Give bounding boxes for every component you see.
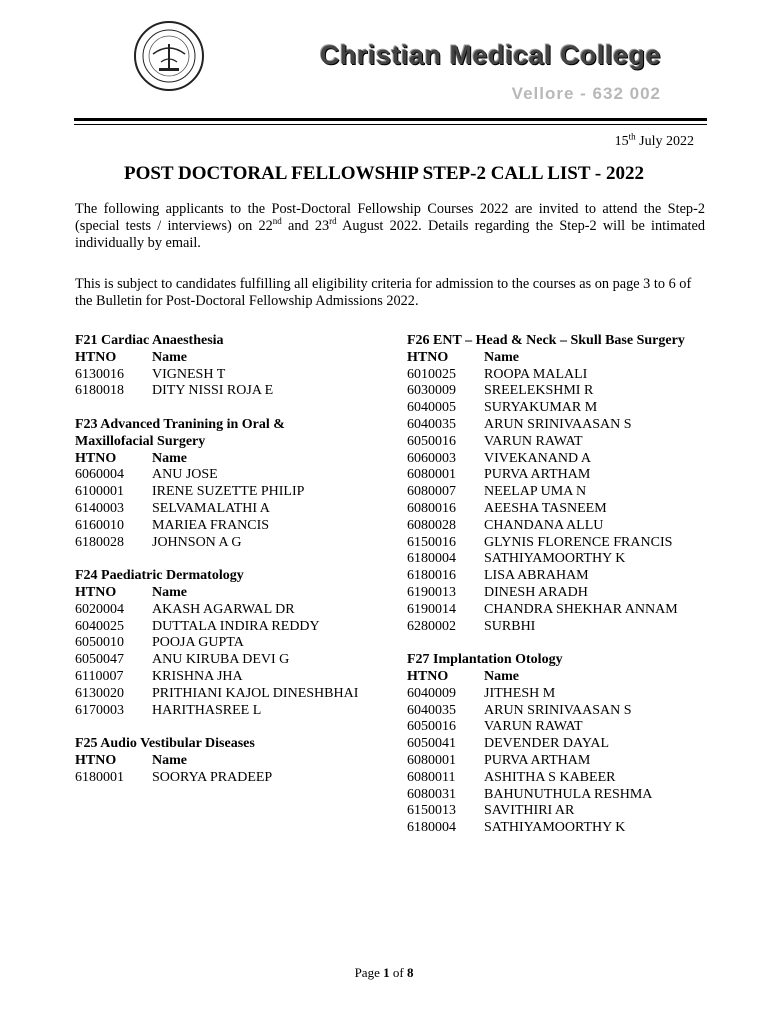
name-cell: SATHIYAMOORTHY K: [484, 820, 626, 836]
college-name: Christian Medical College: [319, 40, 661, 70]
name-header: Name: [152, 349, 187, 365]
table-row: [407, 686, 697, 703]
htno-cell: 6040009: [407, 685, 456, 701]
name-cell: VIVEKANAND A: [484, 450, 591, 466]
course-section: [75, 333, 365, 400]
table-row: [407, 484, 697, 501]
htno-cell: 6150016: [407, 534, 456, 550]
table-row: [407, 383, 697, 400]
name-header: Name: [152, 752, 187, 768]
table-row: [407, 451, 697, 468]
header-rule-thick: [74, 118, 707, 121]
name-cell: CHANDANA ALLU: [484, 517, 604, 533]
name-cell: JITHESH M: [484, 685, 556, 701]
table-row: [407, 518, 697, 535]
table-header: [75, 585, 365, 602]
name-cell: SREELEKSHMI R: [484, 383, 594, 399]
name-cell: PURVA ARTHAM: [484, 467, 591, 483]
htno-header: HTNO: [407, 668, 449, 684]
name-cell: DINESH ARADH: [484, 584, 588, 600]
name-cell: ASHITHA S KABEER: [484, 769, 616, 785]
table-row: [75, 770, 365, 787]
name-cell: JOHNSON A G: [152, 534, 242, 550]
eligibility-paragraph: This is subject to candidates fulfilling all eligibility criteria for admission to the courses as on page 3 to 6 of the Bulletin for Post-Doctoral Fellowship Admissions 2022.: [75, 276, 692, 309]
htno-cell: 6050016: [407, 433, 456, 449]
name-cell: MARIEA FRANCIS: [152, 517, 270, 533]
course-title: F23 Advanced Tranining in Oral & Maxillofacial Surgery: [75, 416, 285, 449]
table-row: [407, 770, 697, 787]
name-cell: VARUN RAWAT: [484, 719, 583, 735]
htno-cell: 6050016: [407, 719, 456, 735]
name-header: Name: [484, 668, 519, 684]
table-row: [407, 417, 697, 434]
htno-cell: 6040005: [407, 400, 456, 416]
table-row: [407, 703, 697, 720]
name-cell: BAHUNUTHULA RESHMA: [484, 786, 653, 802]
name-cell: DEVENDER DAYAL: [484, 736, 610, 752]
course-section: [75, 736, 365, 786]
course-section: [407, 333, 697, 635]
table-row: [75, 501, 365, 518]
right-column: [407, 333, 697, 854]
document-date: 15th July 2022: [614, 131, 694, 149]
table-row: [407, 501, 697, 518]
table-row: [75, 619, 365, 636]
htno-cell: 6040035: [407, 416, 456, 432]
htno-cell: 6180016: [407, 568, 456, 584]
table-row: [75, 652, 365, 669]
htno-header: HTNO: [407, 349, 449, 365]
name-cell: PRITHIANI KAJOL DINESHBHAI: [152, 685, 359, 701]
table-row: [407, 434, 697, 451]
htno-cell: 6110007: [75, 668, 124, 684]
table-row: [407, 568, 697, 585]
name-cell: DITY NISSI ROJA E: [152, 383, 274, 399]
htno-cell: 6190014: [407, 601, 456, 617]
name-cell: SATHIYAMOORTHY K: [484, 551, 626, 567]
name-cell: ROOPA MALALI: [484, 366, 588, 382]
name-cell: ANU JOSE: [152, 467, 218, 483]
htno-cell: 6280002: [407, 618, 456, 634]
course-section: [75, 417, 365, 551]
table-row: [407, 736, 697, 753]
htno-cell: 6140003: [75, 500, 124, 516]
htno-cell: 6010025: [407, 366, 456, 382]
name-cell: ARUN SRINIVAASAN S: [484, 416, 632, 432]
table-row: [75, 602, 365, 619]
htno-cell: 6020004: [75, 601, 124, 617]
htno-header: HTNO: [75, 752, 117, 768]
table-row: [407, 803, 697, 820]
htno-cell: 6170003: [75, 702, 124, 718]
table-row: [407, 820, 697, 837]
htno-cell: 6080028: [407, 517, 456, 533]
table-row: [407, 787, 697, 804]
name-cell: PURVA ARTHAM: [484, 752, 591, 768]
document-title: POST DOCTORAL FELLOWSHIP STEP-2 CALL LIST - 2022: [123, 163, 644, 184]
htno-cell: 6080007: [407, 484, 456, 500]
htno-cell: 6060004: [75, 467, 124, 483]
table-row: [407, 551, 697, 568]
htno-header: HTNO: [75, 584, 117, 600]
page-footer: Page 1 of 8: [354, 965, 414, 980]
name-cell: ARUN SRINIVAASAN S: [484, 702, 632, 718]
name-cell: DUTTALA INDIRA REDDY: [152, 618, 320, 634]
htno-cell: 6150013: [407, 803, 456, 819]
name-cell: KRISHNA JHA: [152, 668, 243, 684]
name-header: Name: [484, 349, 519, 365]
table-row: [75, 669, 365, 686]
table-row: [407, 467, 697, 484]
htno-cell: 6100001: [75, 484, 124, 500]
name-header: Name: [152, 450, 187, 466]
table-row: [75, 484, 365, 501]
table-row: [75, 703, 365, 720]
name-cell: HARITHASREE L: [152, 702, 262, 718]
htno-cell: 6080001: [407, 752, 456, 768]
table-row: [407, 367, 697, 384]
name-cell: POOJA GUPTA: [152, 635, 244, 651]
table-row: [407, 400, 697, 417]
htno-cell: 6080001: [407, 467, 456, 483]
name-cell: SELVAMALATHI A: [152, 500, 270, 516]
course-title: F26 ENT – Head & Neck – Skull Base Surgery: [407, 333, 685, 348]
htno-cell: 6080031: [407, 786, 456, 802]
college-seal-logo: [133, 20, 205, 92]
htno-cell: 6180004: [407, 820, 456, 836]
table-header: [75, 451, 365, 468]
intro-paragraph: The following applicants to the Post-Doctoral Fellowship Courses 2022 are invited to attend the Step-2 (special tests / interviews) on 22nd and 23rd August 2022. Details regarding the Step-2 will be intimated individually by email.: [75, 201, 706, 251]
name-cell: VIGNESH T: [152, 366, 226, 382]
table-row: [407, 753, 697, 770]
course-title: F25 Audio Vestibular Diseases: [75, 736, 255, 752]
table-row: [407, 719, 697, 736]
course-title: F24 Paediatric Dermatology: [75, 568, 244, 584]
name-cell: CHANDRA SHEKHAR ANNAM: [484, 601, 678, 617]
table-header: [407, 669, 697, 686]
htno-cell: 6030009: [407, 383, 456, 399]
name-cell: LISA ABRAHAM: [484, 568, 589, 584]
name-cell: SURYAKUMAR M: [484, 400, 598, 416]
table-row: [75, 467, 365, 484]
course-title: F21 Cardiac Anaesthesia: [75, 333, 224, 348]
left-column: [75, 333, 365, 803]
htno-cell: 6040025: [75, 618, 124, 634]
htno-cell: 6180028: [75, 534, 124, 550]
table-header: [407, 350, 697, 367]
htno-cell: 6180004: [407, 551, 456, 567]
header-rule-thin: [74, 124, 707, 125]
name-cell: SOORYA PRADEEP: [152, 769, 273, 785]
table-row: [75, 535, 365, 552]
htno-header: HTNO: [75, 450, 117, 466]
name-cell: AKASH AGARWAL DR: [152, 601, 295, 617]
htno-cell: 6180018: [75, 383, 124, 399]
table-row: [75, 686, 365, 703]
htno-cell: 6060003: [407, 450, 456, 466]
htno-cell: 6130020: [75, 685, 124, 701]
htno-cell: 6080016: [407, 500, 456, 516]
name-header: Name: [152, 584, 187, 600]
table-header: [75, 350, 365, 367]
name-cell: GLYNIS FLORENCE FRANCIS: [484, 534, 673, 550]
name-cell: SAVITHIRI AR: [484, 803, 575, 819]
table-row: [407, 602, 697, 619]
name-cell: IRENE SUZETTE PHILIP: [152, 484, 305, 500]
table-row: [75, 367, 365, 384]
table-row: [407, 585, 697, 602]
htno-cell: 6080011: [407, 769, 456, 785]
htno-cell: 6050041: [407, 736, 456, 752]
table-row: [407, 619, 697, 636]
table-row: [75, 635, 365, 652]
name-cell: ANU KIRUBA DEVI G: [152, 652, 290, 668]
table-header: [75, 753, 365, 770]
name-cell: NEELAP UMA N: [484, 484, 587, 500]
table-row: [75, 518, 365, 535]
htno-cell: 6190013: [407, 584, 456, 600]
course-section: [75, 568, 365, 719]
course-title: F27 Implantation Otology: [407, 652, 563, 668]
college-city: Vellore - 632 002: [511, 84, 661, 103]
htno-header: HTNO: [75, 349, 117, 365]
table-row: [75, 383, 365, 400]
htno-cell: 6180001: [75, 769, 124, 785]
table-row: [407, 535, 697, 552]
htno-cell: 6160010: [75, 517, 124, 533]
course-section: [407, 652, 697, 837]
htno-cell: 6050047: [75, 652, 124, 668]
htno-cell: 6040035: [407, 702, 456, 718]
htno-cell: 6050010: [75, 635, 124, 651]
name-cell: SURBHI: [484, 618, 536, 634]
name-cell: VARUN RAWAT: [484, 433, 583, 449]
htno-cell: 6130016: [75, 366, 124, 382]
name-cell: AEESHA TASNEEM: [484, 500, 607, 516]
